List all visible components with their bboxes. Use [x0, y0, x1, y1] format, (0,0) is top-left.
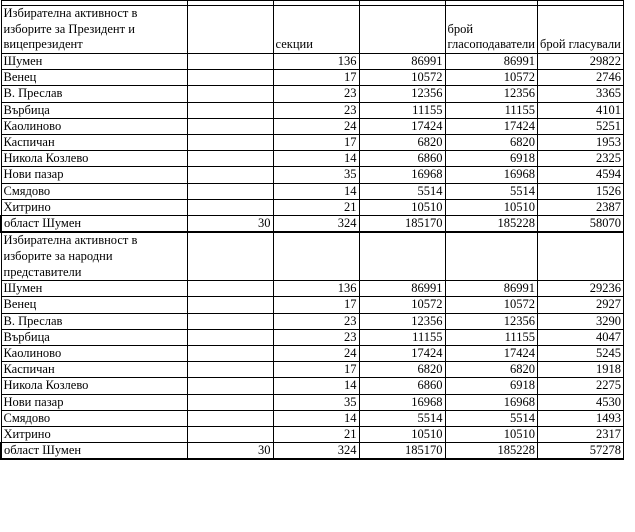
value-cell[interactable]: 86991	[359, 54, 445, 70]
section2-data-row	[1, 346, 623, 362]
section1-data-row	[1, 151, 623, 167]
value-cell[interactable]: 3290	[537, 313, 623, 329]
section1-header-cell-b[interactable]	[187, 6, 273, 54]
value-cell[interactable]: 86991	[445, 54, 537, 70]
value-cell[interactable]: 17	[273, 70, 359, 86]
value-cell[interactable]: 24	[273, 346, 359, 362]
value-cell[interactable]	[187, 183, 273, 199]
value-cell[interactable]: 35	[273, 394, 359, 410]
value-cell[interactable]: 324	[273, 443, 359, 460]
value-cell[interactable]: 10510	[445, 199, 537, 215]
value-cell[interactable]: 6860	[359, 151, 445, 167]
section1-data-row	[1, 102, 623, 118]
value-cell[interactable]: 4101	[537, 102, 623, 118]
value-cell[interactable]: 21	[273, 199, 359, 215]
value-cell[interactable]	[187, 313, 273, 329]
value-cell[interactable]: 4594	[537, 167, 623, 183]
row-label-cell[interactable]: Нови пазар	[1, 394, 187, 410]
section1-data-row	[1, 199, 623, 215]
value-cell[interactable]: 23	[273, 313, 359, 329]
section1-data-row	[1, 183, 623, 199]
value-cell[interactable]	[187, 281, 273, 297]
value-cell[interactable]: 17424	[445, 118, 537, 134]
section2-header-cell[interactable]	[359, 232, 445, 281]
value-cell[interactable]: 185228	[445, 216, 537, 233]
section2-title-cell[interactable]: Избирателна активност в изборите за народни представители	[1, 232, 187, 281]
value-cell[interactable]: 10572	[445, 297, 537, 313]
row-label-cell[interactable]: Никола Козлево	[1, 151, 187, 167]
value-cell[interactable]: 23	[273, 329, 359, 345]
value-cell[interactable]: 12356	[359, 313, 445, 329]
row-label-cell[interactable]: Нови пазар	[1, 167, 187, 183]
value-cell[interactable]: 185228	[445, 443, 537, 460]
section1-voted-header[interactable]: брой гласували	[537, 6, 623, 54]
row-label-cell[interactable]: Каспичан	[1, 135, 187, 151]
section2-data-row	[1, 378, 623, 394]
value-cell[interactable]: 185170	[359, 216, 445, 233]
value-cell[interactable]: 16968	[359, 394, 445, 410]
value-cell[interactable]	[187, 427, 273, 443]
value-cell[interactable]: 17	[273, 135, 359, 151]
value-cell[interactable]: 2746	[537, 70, 623, 86]
value-cell[interactable]: 17424	[445, 346, 537, 362]
value-cell[interactable]: 6860	[359, 378, 445, 394]
value-cell[interactable]: 14	[273, 410, 359, 426]
sheet-body	[1, 1, 623, 460]
value-cell[interactable]: 5514	[359, 183, 445, 199]
row-label-cell[interactable]: Върбица	[1, 102, 187, 118]
section2-header-cell[interactable]	[273, 232, 359, 281]
value-cell[interactable]: 17424	[359, 118, 445, 134]
value-cell[interactable]: 30	[187, 216, 273, 233]
value-cell[interactable]: 1526	[537, 183, 623, 199]
value-cell[interactable]	[187, 151, 273, 167]
value-cell[interactable]: 5514	[359, 410, 445, 426]
row-label-cell[interactable]: Шумен	[1, 281, 187, 297]
section1-data-row	[1, 54, 623, 70]
section1-total-row	[1, 216, 623, 233]
value-cell[interactable]: 185170	[359, 443, 445, 460]
value-cell[interactable]: 14	[273, 378, 359, 394]
value-cell[interactable]	[187, 54, 273, 70]
section2-data-row	[1, 410, 623, 426]
value-cell[interactable]: 57278	[537, 443, 623, 460]
value-cell[interactable]	[187, 86, 273, 102]
value-cell[interactable]: 21	[273, 427, 359, 443]
row-label-cell[interactable]: Каолиново	[1, 118, 187, 134]
value-cell[interactable]: 2387	[537, 199, 623, 215]
value-cell[interactable]: 1918	[537, 362, 623, 378]
value-cell[interactable]: 1493	[537, 410, 623, 426]
section2-data-row	[1, 362, 623, 378]
value-cell[interactable]: 10510	[445, 427, 537, 443]
value-cell[interactable]: 12356	[445, 313, 537, 329]
section2-data-row	[1, 297, 623, 313]
value-cell[interactable]	[187, 118, 273, 134]
value-cell[interactable]	[187, 346, 273, 362]
row-label-cell[interactable]: Смядово	[1, 183, 187, 199]
value-cell[interactable]: 23	[273, 102, 359, 118]
row-label-cell[interactable]: Каспичан	[1, 362, 187, 378]
value-cell[interactable]: 86991	[445, 281, 537, 297]
value-cell[interactable]: 324	[273, 216, 359, 233]
value-cell[interactable]: 2325	[537, 151, 623, 167]
value-cell[interactable]: 14	[273, 183, 359, 199]
value-cell[interactable]: 11155	[359, 329, 445, 345]
row-label-cell[interactable]: Хитрино	[1, 427, 187, 443]
section2-header-cell[interactable]	[187, 232, 273, 281]
section2-total-row	[1, 443, 623, 460]
value-cell[interactable]: 29236	[537, 281, 623, 297]
value-cell[interactable]: 5514	[445, 410, 537, 426]
section1-data-row	[1, 70, 623, 86]
value-cell[interactable]: 5514	[445, 183, 537, 199]
value-cell[interactable]: 11155	[359, 102, 445, 118]
value-cell[interactable]	[187, 329, 273, 345]
value-cell[interactable]: 35	[273, 167, 359, 183]
section1-data-row	[1, 167, 623, 183]
section2-header-row	[1, 232, 623, 281]
value-cell[interactable]: 10572	[359, 297, 445, 313]
section1-data-row	[1, 135, 623, 151]
value-cell[interactable]: 10572	[359, 70, 445, 86]
value-cell[interactable]: 10510	[359, 199, 445, 215]
section2-header-cell[interactable]	[537, 232, 623, 281]
row-label-cell[interactable]: В. Преслав	[1, 313, 187, 329]
section2-data-row	[1, 281, 623, 297]
value-cell[interactable]: 6820	[359, 362, 445, 378]
section2-header-cell[interactable]	[445, 232, 537, 281]
value-cell[interactable]: 24	[273, 118, 359, 134]
value-cell[interactable]	[187, 135, 273, 151]
section1-data-row	[1, 86, 623, 102]
value-cell[interactable]: 12356	[359, 86, 445, 102]
value-cell[interactable]: 12356	[445, 86, 537, 102]
section2-data-row	[1, 394, 623, 410]
row-label-cell[interactable]: Венец	[1, 297, 187, 313]
value-cell[interactable]: 4047	[537, 329, 623, 345]
section1-title-cell[interactable]: Избирателна активност в изборите за Президент и вицепрезидент	[1, 6, 187, 54]
section2-data-row	[1, 427, 623, 443]
value-cell[interactable]: 5251	[537, 118, 623, 134]
row-label-cell[interactable]: Шумен	[1, 54, 187, 70]
section1-data-row	[1, 118, 623, 134]
row-label-cell[interactable]: Никола Козлево	[1, 378, 187, 394]
value-cell[interactable]: 11155	[445, 102, 537, 118]
row-label-cell[interactable]: Хитрино	[1, 199, 187, 215]
value-cell[interactable]: 2275	[537, 378, 623, 394]
value-cell[interactable]: 2927	[537, 297, 623, 313]
value-cell[interactable]: 16968	[359, 167, 445, 183]
value-cell[interactable]: 136	[273, 281, 359, 297]
row-label-cell[interactable]: Върбица	[1, 329, 187, 345]
value-cell[interactable]: 10572	[445, 70, 537, 86]
value-cell[interactable]	[187, 70, 273, 86]
section1-header-row	[1, 6, 623, 54]
value-cell[interactable]: 4530	[537, 394, 623, 410]
value-cell[interactable]: 17	[273, 362, 359, 378]
value-cell[interactable]: 5245	[537, 346, 623, 362]
value-cell[interactable]: 30	[187, 443, 273, 460]
section1-sections-header[interactable]: секции	[273, 6, 359, 54]
row-label-cell[interactable]: област Шумен	[1, 216, 187, 233]
value-cell[interactable]: 2317	[537, 427, 623, 443]
value-cell[interactable]: 17424	[359, 346, 445, 362]
value-cell[interactable]: 10510	[359, 427, 445, 443]
value-cell[interactable]: 136	[273, 54, 359, 70]
section2-data-row	[1, 329, 623, 345]
value-cell[interactable]: 58070	[537, 216, 623, 233]
value-cell[interactable]	[187, 362, 273, 378]
value-cell[interactable]: 17	[273, 297, 359, 313]
section1-voters-header[interactable]: брой гласоподаватели	[445, 6, 537, 54]
value-cell[interactable]: 6918	[445, 151, 537, 167]
value-cell[interactable]: 6820	[445, 362, 537, 378]
value-cell[interactable]	[187, 378, 273, 394]
value-cell[interactable]: 11155	[445, 329, 537, 345]
value-cell[interactable]: 16968	[445, 167, 537, 183]
value-cell[interactable]: 14	[273, 151, 359, 167]
row-label-cell[interactable]: В. Преслав	[1, 86, 187, 102]
value-cell[interactable]: 29822	[537, 54, 623, 70]
value-cell[interactable]: 6820	[359, 135, 445, 151]
value-cell[interactable]	[187, 297, 273, 313]
section2-data-row	[1, 313, 623, 329]
value-cell[interactable]: 6918	[445, 378, 537, 394]
value-cell[interactable]	[187, 102, 273, 118]
value-cell[interactable]	[187, 394, 273, 410]
value-cell[interactable]	[187, 199, 273, 215]
row-label-cell[interactable]: Смядово	[1, 410, 187, 426]
value-cell[interactable]: 1953	[537, 135, 623, 151]
row-label-cell[interactable]: област Шумен	[1, 443, 187, 460]
row-label-cell[interactable]: Каолиново	[1, 346, 187, 362]
row-label-cell[interactable]: Венец	[1, 70, 187, 86]
value-cell[interactable]: 6820	[445, 135, 537, 151]
value-cell[interactable]: 3365	[537, 86, 623, 102]
value-cell[interactable]: 23	[273, 86, 359, 102]
value-cell[interactable]: 16968	[445, 394, 537, 410]
value-cell[interactable]	[187, 167, 273, 183]
section1-header-cell-d[interactable]	[359, 6, 445, 54]
value-cell[interactable]	[187, 410, 273, 426]
value-cell[interactable]: 86991	[359, 281, 445, 297]
